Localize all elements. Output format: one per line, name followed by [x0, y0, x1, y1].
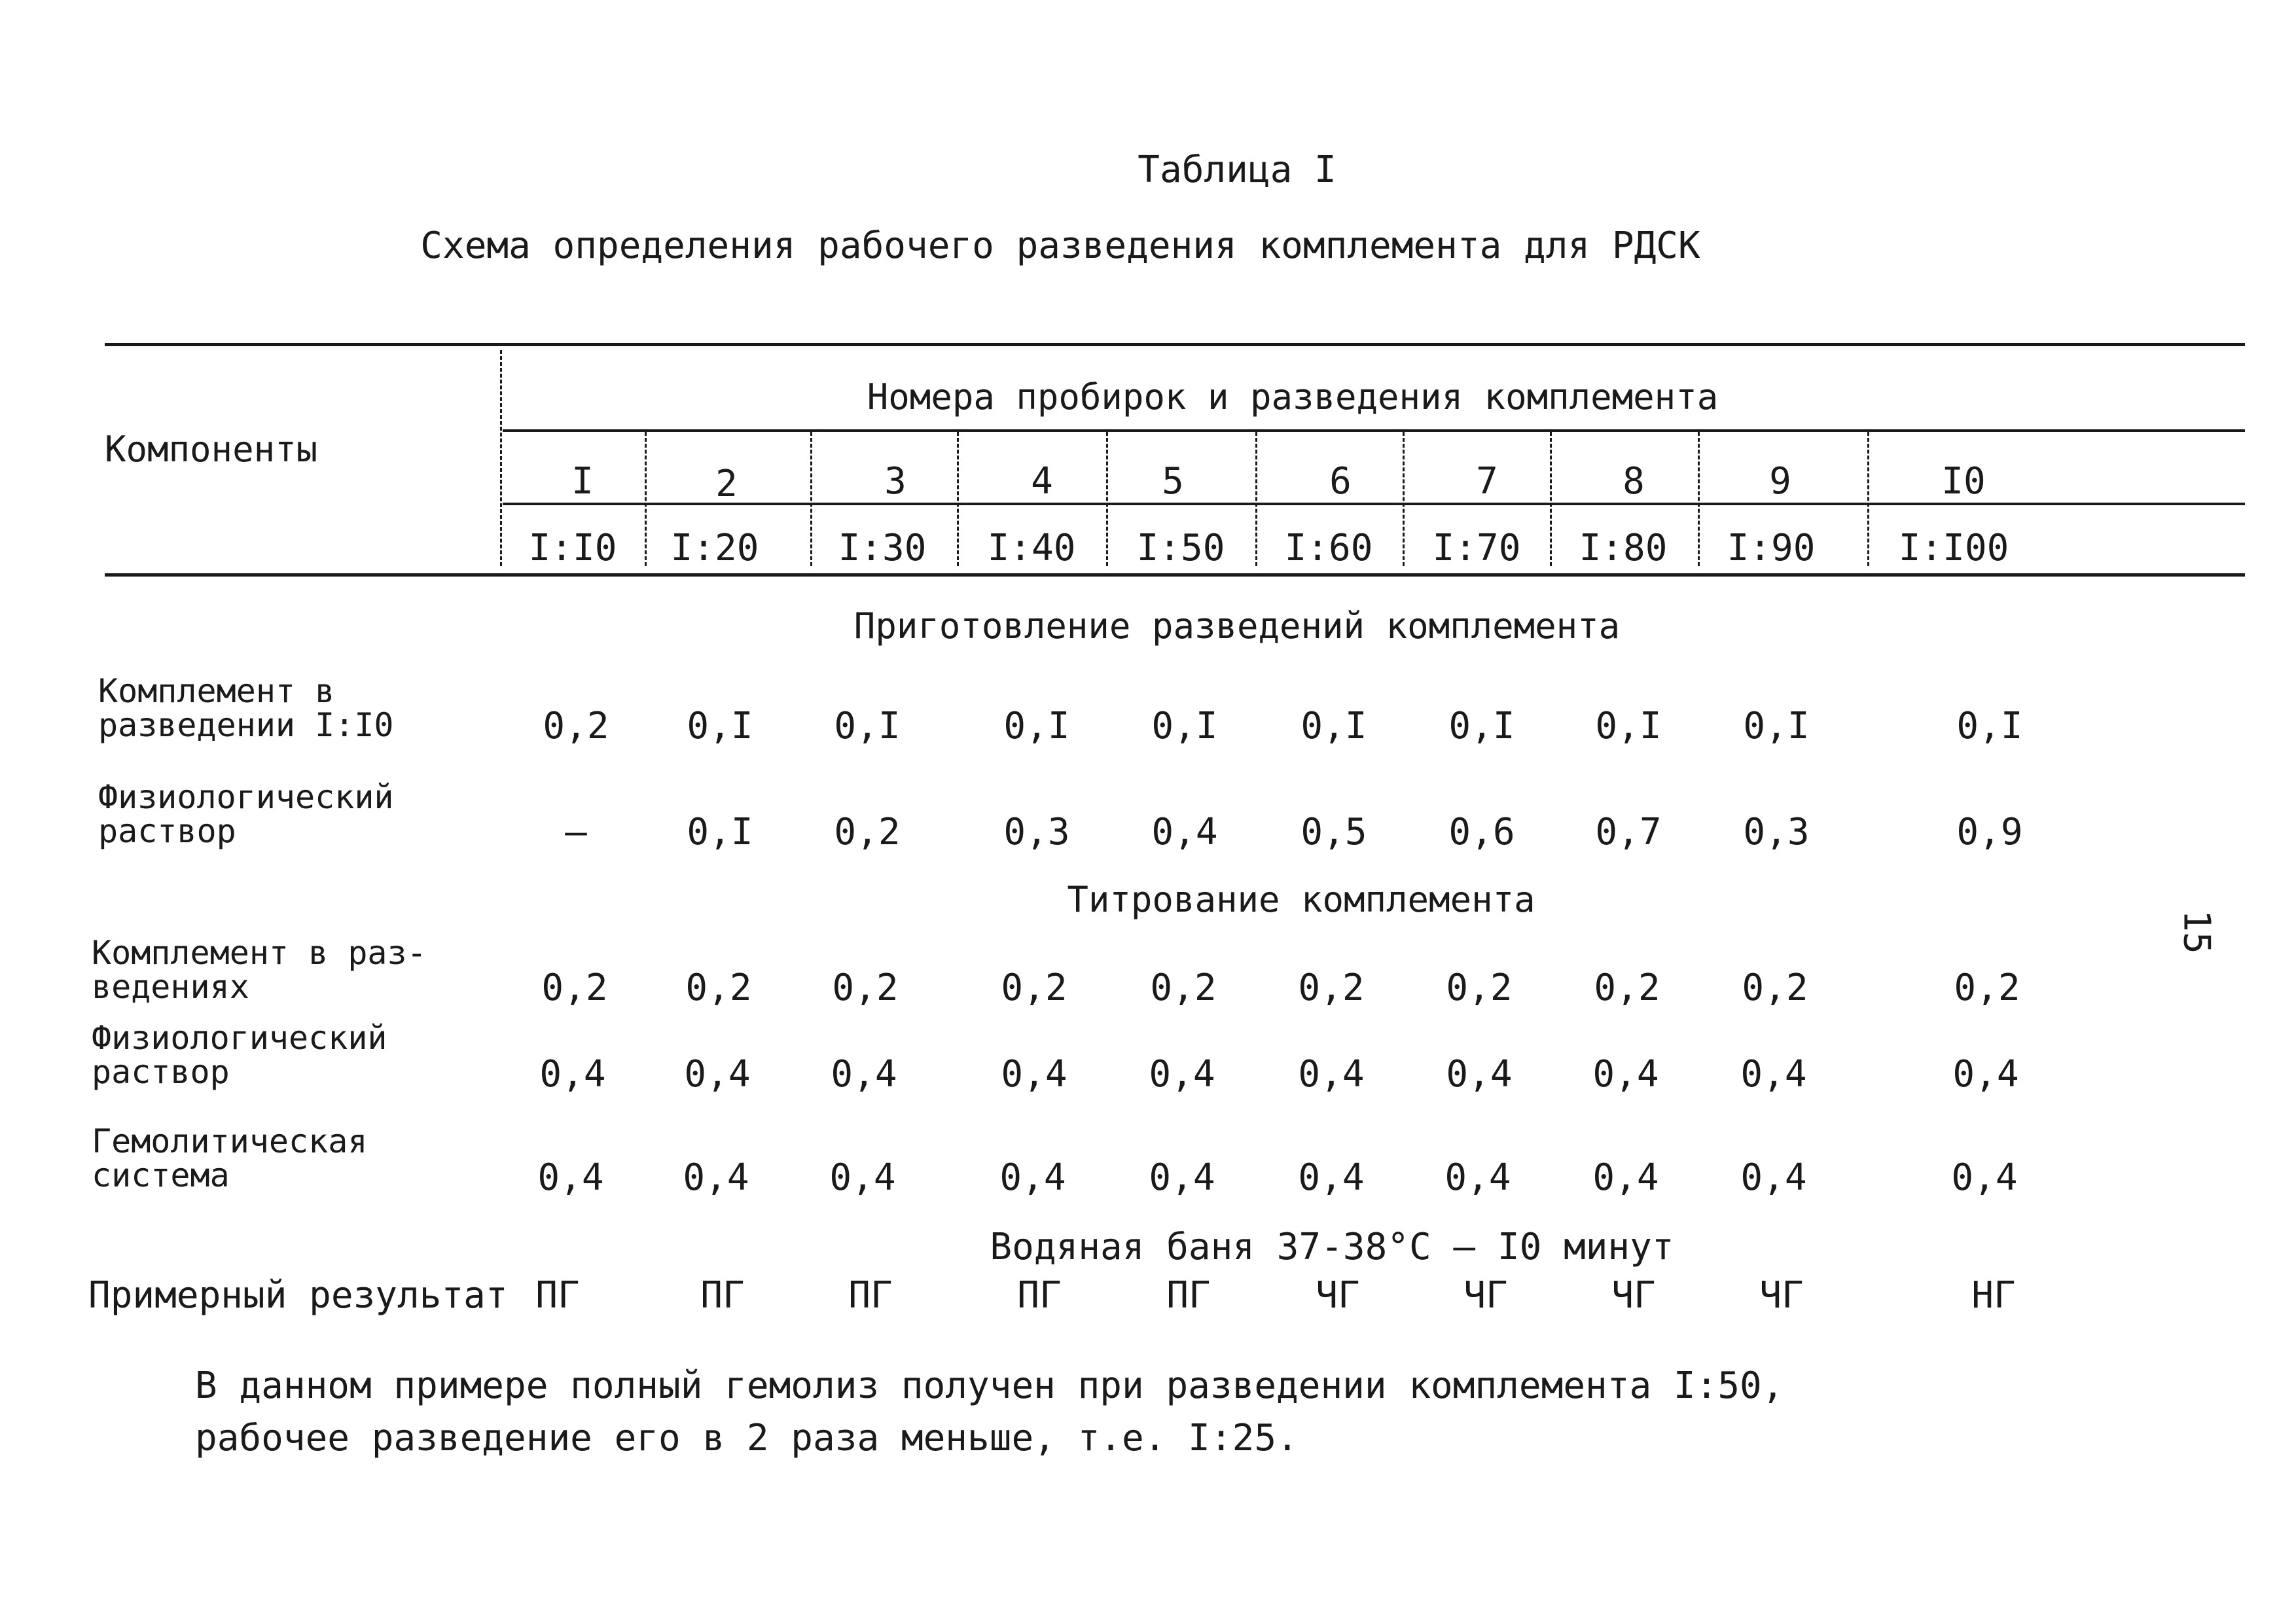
cell: 0,2 — [832, 967, 899, 1009]
result-cell: ПГ — [848, 1274, 893, 1317]
tube-number: 9 — [1769, 460, 1791, 503]
components-header: Компоненты — [105, 429, 318, 470]
cell: 0,4 — [1592, 1053, 1659, 1096]
row-label: Гемолитическая система — [92, 1122, 368, 1194]
result-cell: ПГ — [535, 1274, 580, 1317]
dilution: I:20 — [670, 527, 759, 569]
cell: 0,3 — [1743, 811, 1810, 853]
result-cell: ПГ — [1017, 1274, 1062, 1317]
cell: 0,4 — [1952, 1053, 2019, 1096]
cell: 0,I — [1151, 705, 1218, 747]
result-cell: ЧГ — [1611, 1274, 1656, 1317]
cell: 0,7 — [1595, 811, 1662, 853]
cell: 0,4 — [999, 1156, 1066, 1199]
cell: 0,4 — [537, 1156, 604, 1199]
cell: 0,I — [834, 705, 901, 747]
cell: 0,5 — [1300, 811, 1367, 853]
cell: 0,2 — [1742, 967, 1808, 1009]
tube-number-rule — [503, 503, 2245, 505]
column-divider — [645, 432, 647, 566]
tube-number: 5 — [1162, 460, 1184, 503]
cell: 0,I — [687, 811, 753, 853]
table-caption: Схема определения рабочего разведения комплемента для РДСК — [420, 224, 1700, 267]
result-label: Примерный результат — [88, 1274, 508, 1317]
tube-number: I — [571, 460, 594, 503]
group-header: Номера пробирок и разведения комплемента — [867, 376, 1719, 418]
dilution: I:40 — [987, 527, 1076, 569]
cell: 0,4 — [683, 1156, 749, 1199]
dilution: I:90 — [1727, 527, 1816, 569]
row-label: Комплемент в разведении I:I0 — [98, 672, 394, 744]
column-divider — [1106, 432, 1108, 566]
column-divider — [1698, 432, 1700, 566]
dilution: I:I0 — [528, 527, 617, 569]
cell: 0,I — [1595, 705, 1662, 747]
note-line: В данном примере полный гемолиз получен при разведении комплемента I:50, — [195, 1364, 1784, 1407]
result-cell: ПГ — [1166, 1274, 1211, 1317]
cell: 0,4 — [1951, 1156, 2018, 1199]
cell: 0,4 — [1740, 1053, 1807, 1096]
cell: 0,6 — [1448, 811, 1515, 853]
note-line: рабочее разведение его в 2 раза меньше, т.е. I:25. — [195, 1417, 1299, 1459]
cell: 0,4 — [1298, 1053, 1365, 1096]
cell: 0,4 — [1149, 1156, 1215, 1199]
cell: 0,4 — [684, 1053, 751, 1096]
cell: 0,I — [1743, 705, 1810, 747]
cell: 0,I — [1448, 705, 1515, 747]
cell: 0,2 — [1594, 967, 1660, 1009]
row-label: Комплемент в раз-ведениях — [92, 934, 427, 1006]
result-cell: ЧГ — [1316, 1274, 1360, 1317]
cell: 0,3 — [1003, 811, 1070, 853]
group-header-rule — [503, 429, 2245, 432]
cell: 0,2 — [541, 967, 608, 1009]
dilution: I:I00 — [1898, 527, 2009, 569]
column-divider — [1255, 432, 1257, 566]
page-number: 15 — [2175, 910, 2218, 954]
row-label: Физиологический раствор — [92, 1019, 387, 1091]
cell: 0,4 — [1740, 1156, 1807, 1199]
section-title: Приготовление разведений комплемента — [853, 605, 1621, 647]
tube-number: 2 — [715, 463, 738, 505]
cell: 0,4 — [1149, 1053, 1215, 1096]
cell: 0,2 — [1298, 967, 1365, 1009]
tube-number: I0 — [1941, 460, 1986, 503]
tube-number: 3 — [884, 460, 906, 503]
tube-number: 7 — [1476, 460, 1498, 503]
result-cell: ПГ — [700, 1274, 745, 1317]
cell: 0,I — [1003, 705, 1070, 747]
dilution: I:30 — [838, 527, 927, 569]
cell: 0,2 — [543, 705, 609, 747]
table-label: Таблица I — [1138, 149, 1336, 191]
cell: 0,4 — [1001, 1053, 1067, 1096]
tube-number: 8 — [1623, 460, 1645, 503]
column-divider — [1403, 432, 1405, 566]
cell: 0,I — [1300, 705, 1367, 747]
cell: – — [565, 811, 587, 853]
dilution: I:60 — [1284, 527, 1373, 569]
cell: 0,4 — [1444, 1156, 1511, 1199]
table-top-rule — [105, 343, 2245, 346]
cell: 0,9 — [1956, 811, 2023, 853]
column-divider — [1550, 432, 1552, 566]
result-cell: НГ — [1971, 1274, 2016, 1317]
dilution: I:80 — [1579, 527, 1668, 569]
result-cell: ЧГ — [1759, 1274, 1804, 1317]
dilution: I:70 — [1432, 527, 1521, 569]
cell: 0,4 — [539, 1053, 606, 1096]
cell: 0,I — [687, 705, 753, 747]
column-divider — [957, 432, 959, 566]
cell: 0,2 — [1446, 967, 1513, 1009]
cell: 0,I — [1956, 705, 2023, 747]
cell: 0,2 — [834, 811, 901, 853]
water-bath-note: Водяная баня 37-38°С – I0 минут — [990, 1226, 1674, 1268]
column-divider — [500, 350, 502, 566]
cell: 0,4 — [1298, 1156, 1365, 1199]
cell: 0,4 — [1592, 1156, 1659, 1199]
cell: 0,4 — [831, 1053, 897, 1096]
cell: 0,4 — [1446, 1053, 1513, 1096]
cell: 0,2 — [1001, 967, 1067, 1009]
tube-number: 6 — [1329, 460, 1352, 503]
table-header-bottom-rule — [105, 573, 2245, 577]
cell: 0,4 — [1151, 811, 1218, 853]
cell: 0,2 — [1150, 967, 1217, 1009]
cell: 0,2 — [1954, 967, 2020, 1009]
result-cell: ЧГ — [1463, 1274, 1508, 1317]
tube-number: 4 — [1031, 460, 1053, 503]
dilution: I:50 — [1136, 527, 1225, 569]
row-label: Физиологический раствор — [98, 778, 394, 850]
column-divider — [810, 432, 812, 566]
column-divider — [1867, 432, 1869, 566]
cell: 0,4 — [829, 1156, 896, 1199]
section-title: Титрование комплемента — [1067, 879, 1535, 920]
cell: 0,2 — [685, 967, 752, 1009]
